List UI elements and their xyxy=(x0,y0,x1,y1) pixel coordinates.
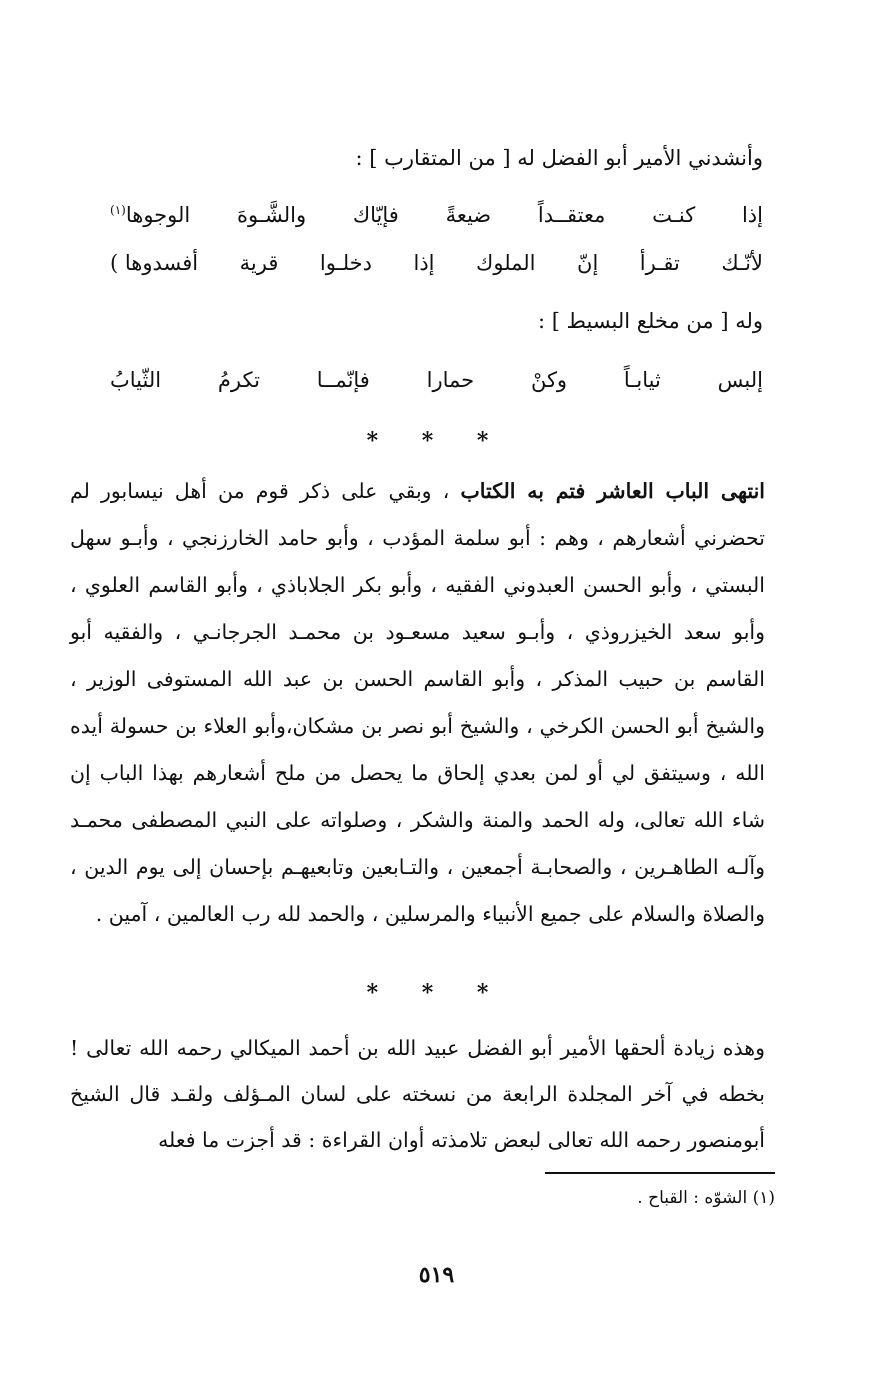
verse-word: تكرمُ xyxy=(217,368,260,392)
addendum-paragraph: وهذه زيادة ألحقها الأمير أبو الفضل عبيد الله بن أحمد الميكالي رحمه الله تعالى ! بخطه في آخر المجلدة الرابعة من نسخته على لسان المـؤلف ولقـد قال الشيخ أبومنصور رحمه الله تعالى لبعض تلامذته أوان القراءة : قد أجزت ما فعله xyxy=(70,1036,765,1152)
verse-word: وكنْ xyxy=(530,368,568,392)
verse-word: الوجوها xyxy=(125,203,191,227)
verse-word: فإنّمــا xyxy=(316,368,370,392)
verse-2-line-1 xyxy=(110,363,763,397)
verse-word: إذا xyxy=(413,251,435,275)
verse-intro-1: وأنشدني الأمير أبو الفضل له [ من المتقارب ] : xyxy=(355,146,763,170)
verse-intro-2: وله [ من مخلع البسيط ] : xyxy=(537,309,763,333)
verse-1-line-1 xyxy=(110,198,763,232)
footnote: (١) الشوّه : القباح . xyxy=(637,1188,775,1208)
verse-1-line-2 xyxy=(110,246,763,280)
verse-word-with-mark xyxy=(110,203,190,227)
verse-word: دخلـوا xyxy=(319,251,372,275)
verse-word: إنّ xyxy=(577,251,599,275)
verse-word: ضيعةً xyxy=(445,203,492,227)
verse-word: إذا xyxy=(741,203,763,227)
section-separator-2: * * * xyxy=(366,980,507,1006)
verse-word: ثيابـاً xyxy=(623,368,661,392)
verse-word: لأنّـك xyxy=(721,251,763,275)
closing-paragraph-text: ، وبقي على ذكر قوم من أهل نيسابور لم تحضرني أشعارهم ، وهم : أبو سلمة المؤدب ، وأبو حامد الخارزنجي ، وأبـو سهل البستي ، وأبو الحسن العبدوني الفقيه ، وأبو بكر الجلاباذي ، وأبو القاسم العلوي ، وأبو سعد الخيزروذي ، وأبـو سعيد مسعـود بن محمـد الجرجانـي ، والفقيه أبو القاسم بن حبيب المذكر ، وأبو القاسم الحسن بن عبد الله المستوفى الوزير ، والشيخ أبو الحسن الكرخي ، والشيخ أبو نصر بن مشكان،وأبو العلاء بن حسولة أيده الله ، وسيتفق لي أو لمن بعدي إلحاق ما يحصل من ملح أشعارهم بهذا الباب إن شاء الله تعالى، وله الحمد والمنة والشكر ، وصلواته على النبي المصطفى محمـد وآلـه الطاهـرين ، والصحابـة أجمعين ، والتـابعين وتابعيهـم بإحسان إلى يوم الدين ، والصلاة والسلام على جميع الأنبياء والمرسلين ، والحمد لله رب العالمين ، آمين . xyxy=(70,479,765,926)
page-number: ٥١٩ xyxy=(418,1262,455,1288)
footnote-rule xyxy=(545,1172,775,1174)
verse-word: معتقــداً xyxy=(537,203,606,227)
verse-word: أفسدوها ) xyxy=(110,251,199,275)
verse-word: تقـرأ xyxy=(639,251,680,275)
section-separator: * * * xyxy=(366,428,507,454)
verse-word: الثّيابُ xyxy=(110,368,162,392)
verse-word: حمارا xyxy=(426,368,475,392)
chapter-end-phrase: انتهى الباب العاشر فتم به الكتاب xyxy=(460,479,766,503)
verse-word: فإيّاك xyxy=(352,203,399,227)
verse-word: قرية xyxy=(239,251,279,275)
verse-word: الملوك xyxy=(476,251,536,275)
footnote-mark: (١) xyxy=(110,203,126,217)
verse-word: إلبس xyxy=(717,368,763,392)
verse-word: والشَّـوهَ xyxy=(236,203,307,227)
closing-paragraph xyxy=(70,468,765,938)
verse-word: كنـت xyxy=(652,203,696,227)
